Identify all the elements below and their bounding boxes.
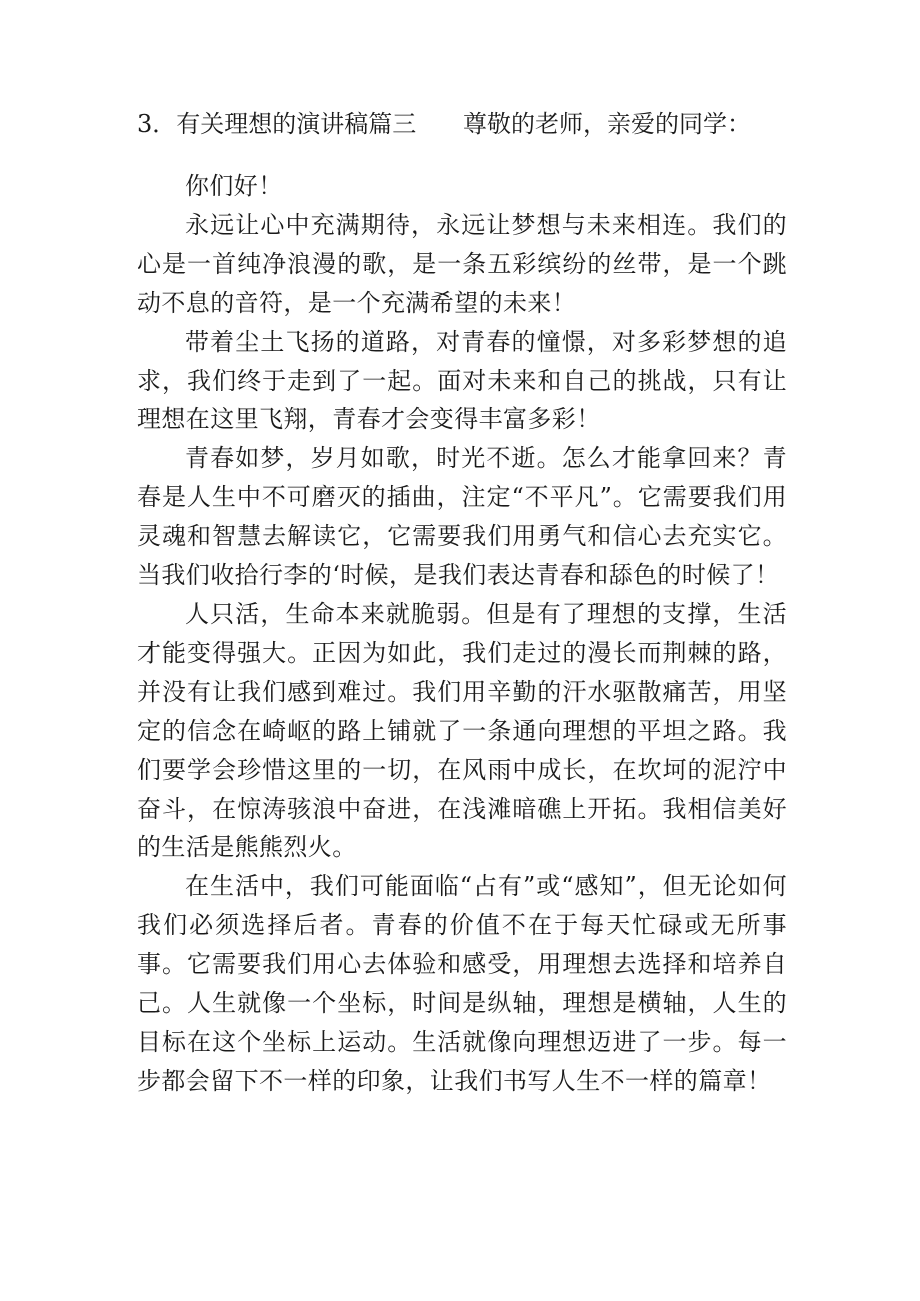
paragraph: 带着尘土飞扬的道路，对青春的憧憬，对多彩梦想的追求，我们终于走到了一起。面对未来和自己的挑战，只有让理想在这里飞翔，青春才会变得丰富多彩！ [137,327,787,434]
document-title: 3．有关理想的演讲稿篇三 [137,110,417,138]
paragraph: 永远让心中充满期待，永远让梦想与未来相连。我们的心是一首纯净浪漫的歌，是一条五彩缤纷的丝带，是一个跳动不息的音符，是一个充满希望的未来！ [137,210,787,317]
paragraph: 人只活，生命本来就脆弱。但是有了理想的支撑，生活才能变得强大。正因为如此，我们走过的漫长而荆棘的路，并没有让我们感到难过。我们用辛勤的汗水驱散痛苦，用坚定的信念在崎岖的路上铺就了一条通向理想的平坦之路。我们要学会珍惜这里的一切，在风雨中成长，在坎坷的泥泞中奋斗，在惊涛骇浪中奋进，在浅滩暗礁上开拓。我相信美好的生活是熊熊烈火。 [137,599,787,862]
document-heading [137,106,797,142]
document-body [137,167,787,1101]
paragraph: 青春如梦，岁月如歌，时光不逝。怎么才能拿回来？青春是人生中不可磨灭的插曲，注定“不平凡”。它需要我们用灵魂和智慧去解读它，它需要我们用勇气和信心去充实它。当我们收拾行李的‘时候，是我们表达青春和舔色的时候了！ [137,444,787,590]
paragraph: 在生活中，我们可能面临“占有”或“感知”，但无论如何我们必须选择后者。青春的价值不在于每天忙碌或无所事事。它需要我们用心去体验和感受，用理想去选择和培养自己。人生就像一个坐标，时间是纵轴，理想是横轴，人生的目标在这个坐标上运动。生活就像向理想迈进了一步。每一步都会留下不一样的印象，让我们书写人生不一样的篇章！ [137,872,787,1095]
paragraph-greeting: 你们好！ [185,172,283,200]
salutation: 尊敬的老师，亲爱的同学： [463,110,751,138]
